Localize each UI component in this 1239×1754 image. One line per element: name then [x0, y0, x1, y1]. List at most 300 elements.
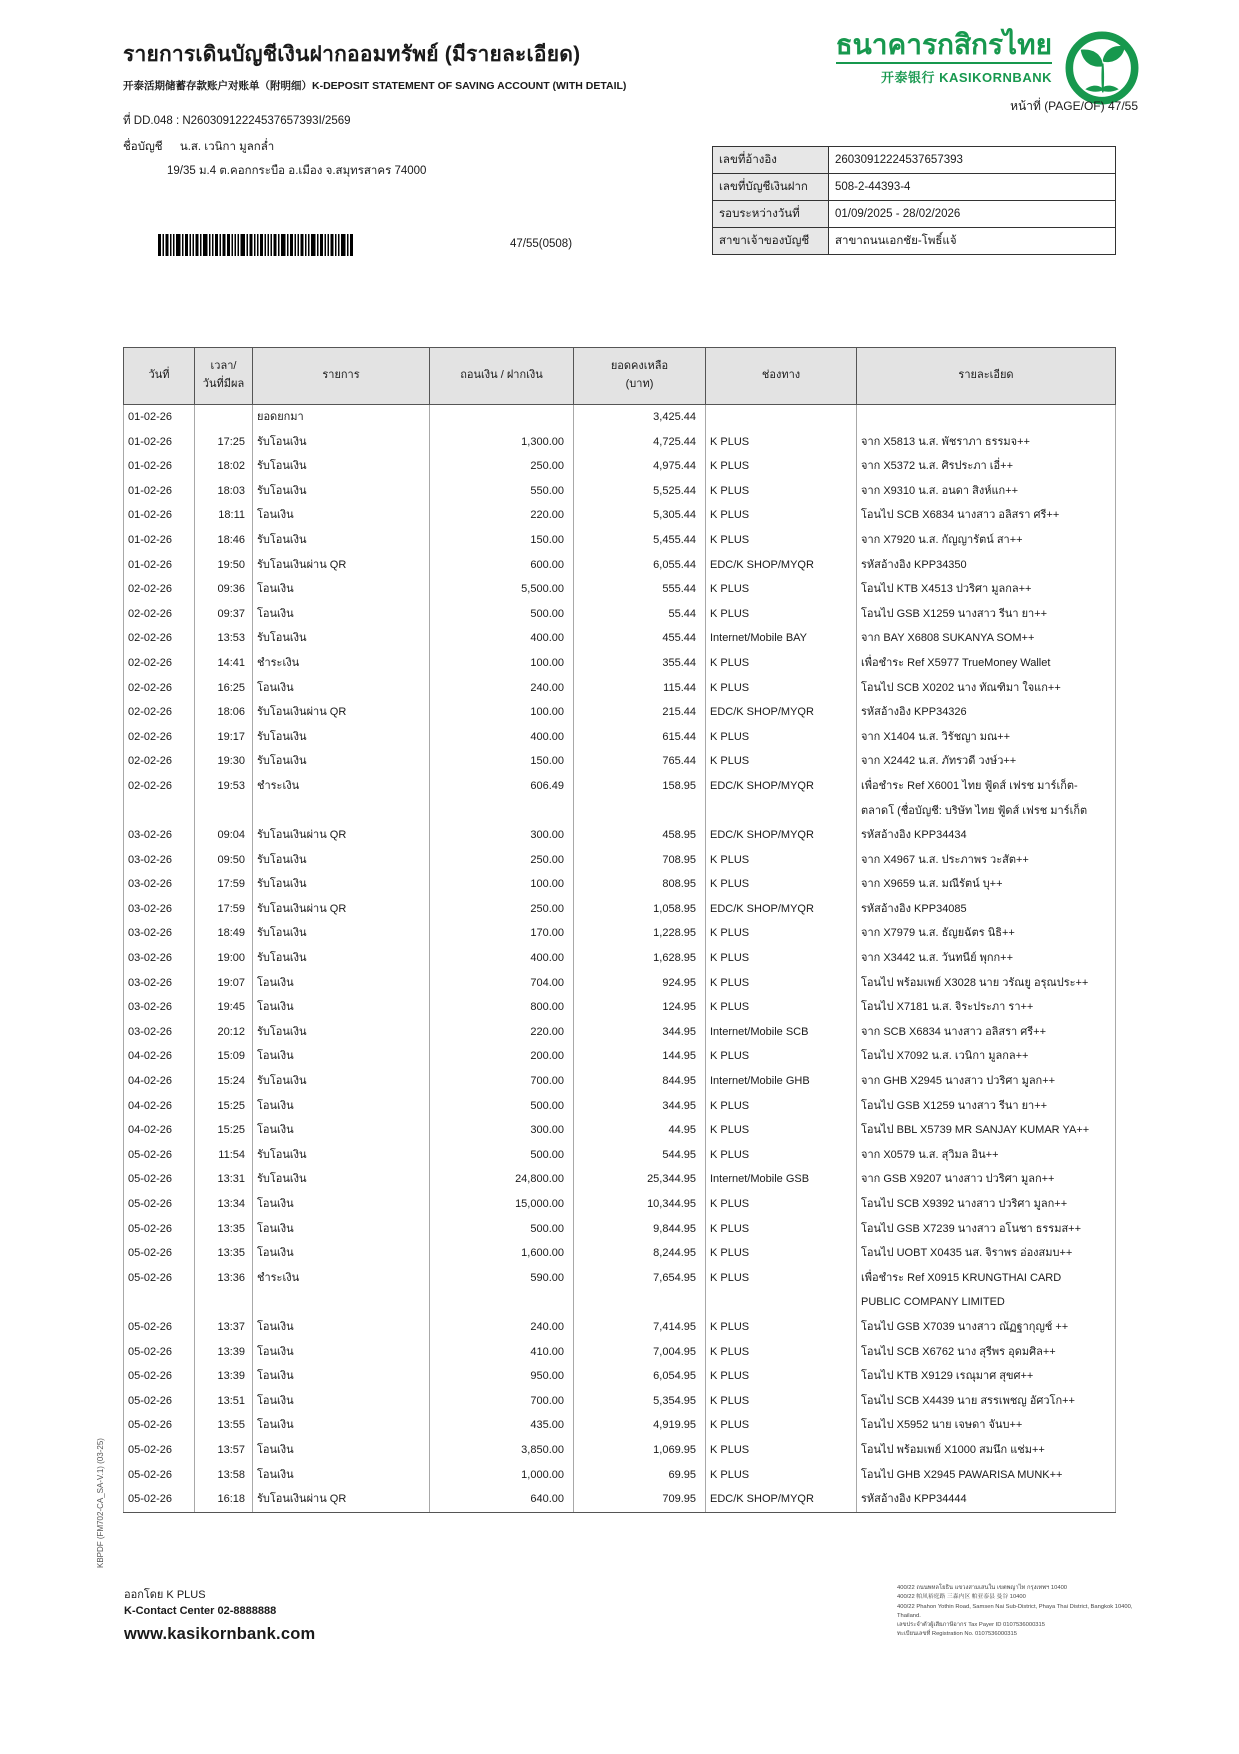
- txn-balance: 44.95: [574, 1118, 706, 1143]
- txn-date: 04-02-26: [124, 1044, 195, 1069]
- table-row: [124, 651, 1116, 676]
- txn-date: 05-02-26: [124, 1438, 195, 1463]
- txn-description: โอนเงิน: [253, 971, 430, 996]
- txn-detail: โอนไป UOBT X0435 นส. จิราพร อ่องสมบ++: [857, 1241, 1116, 1266]
- txn-amount: 3,850.00: [430, 1438, 574, 1463]
- txn-date: 03-02-26: [124, 921, 195, 946]
- txn-channel: EDC/K SHOP/MYQR: [706, 897, 857, 922]
- txn-date: 01-02-26: [124, 430, 195, 455]
- txn-date: 05-02-26: [124, 1413, 195, 1438]
- txn-time: 09:37: [195, 602, 253, 627]
- table-row: [124, 1094, 1116, 1119]
- txn-detail: โอนไป BBL X5739 MR SANJAY KUMAR YA++: [857, 1118, 1116, 1143]
- txn-description: โอนเงิน: [253, 1315, 430, 1340]
- txn-balance: 5,305.44: [574, 503, 706, 528]
- table-row: [124, 1487, 1116, 1512]
- transactions-table: [123, 347, 1116, 1513]
- txn-date: 05-02-26: [124, 1463, 195, 1488]
- txn-detail: จาก X5372 น.ส. ศิรประภา เอี่++: [857, 454, 1116, 479]
- txn-description: โอนเงิน: [253, 1438, 430, 1463]
- txn-detail: [857, 405, 1116, 430]
- txn-detail: จาก BAY X6808 SUKANYA SOM++: [857, 626, 1116, 651]
- col-header-balance: [574, 348, 706, 405]
- txn-description: รับโอนเงิน: [253, 479, 430, 504]
- txn-date: 03-02-26: [124, 1020, 195, 1045]
- txn-description: รับโอนเงิน: [253, 1069, 430, 1094]
- table-row: [124, 577, 1116, 602]
- txn-time: 13:39: [195, 1340, 253, 1365]
- txn-channel: K PLUS: [706, 848, 857, 873]
- txn-time: 13:35: [195, 1241, 253, 1266]
- col-header-time: [195, 348, 253, 405]
- txn-balance: 615.44: [574, 725, 706, 750]
- issued-by: ออกโดย K PLUS: [124, 1589, 206, 1601]
- txn-balance: 144.95: [574, 1044, 706, 1069]
- txn-date: 01-02-26: [124, 405, 195, 430]
- txn-amount: 800.00: [430, 995, 574, 1020]
- table-row: [124, 528, 1116, 553]
- table-row: [124, 897, 1116, 922]
- txn-balance: 8,244.95: [574, 1241, 706, 1266]
- col-header-date: วันที่: [124, 348, 195, 405]
- txn-description: โอนเงิน: [253, 1463, 430, 1488]
- txn-amount: 410.00: [430, 1340, 574, 1365]
- txn-date: 05-02-26: [124, 1192, 195, 1217]
- txn-amount: 1,600.00: [430, 1241, 574, 1266]
- txn-channel: EDC/K SHOP/MYQR: [706, 823, 857, 848]
- col-header-description: รายการ: [253, 348, 430, 405]
- txn-balance: 158.95: [574, 774, 706, 823]
- form-code-side-label: KBPDF (FM702-CA_SA-V.1) (03-25): [96, 1438, 105, 1568]
- txn-detail: โอนไป GSB X1259 นางสาว รีนา ยา++: [857, 1094, 1116, 1119]
- txn-balance: 3,425.44: [574, 405, 706, 430]
- txn-balance: 4,725.44: [574, 430, 706, 455]
- txn-description: โอนเงิน: [253, 1192, 430, 1217]
- txn-date: 05-02-26: [124, 1266, 195, 1315]
- txn-time: 19:50: [195, 553, 253, 578]
- txn-date: 04-02-26: [124, 1069, 195, 1094]
- txn-date: 02-02-26: [124, 725, 195, 750]
- info-row-branch: [713, 228, 1116, 255]
- txn-detail: เพื่อชำระ Ref X0915 KRUNGTHAI CARD PUBLIC COMPANY LIMITED: [857, 1266, 1116, 1315]
- txn-channel: K PLUS: [706, 479, 857, 504]
- table-row: [124, 774, 1116, 823]
- txn-balance: 455.44: [574, 626, 706, 651]
- txn-detail: จาก X3442 น.ส. วันทนีย์ พุกก++: [857, 946, 1116, 971]
- txn-time: 17:25: [195, 430, 253, 455]
- table-row: [124, 676, 1116, 701]
- table-row: [124, 971, 1116, 996]
- txn-date: 03-02-26: [124, 995, 195, 1020]
- table-row: [124, 700, 1116, 725]
- col-header-detail: รายละเอียด: [857, 348, 1116, 405]
- txn-date: 01-02-26: [124, 454, 195, 479]
- txn-detail: รหัสอ้างอิง KPP34434: [857, 823, 1116, 848]
- txn-channel: K PLUS: [706, 995, 857, 1020]
- txn-date: 01-02-26: [124, 479, 195, 504]
- txn-date: 01-02-26: [124, 528, 195, 553]
- txn-date: 02-02-26: [124, 577, 195, 602]
- table-row: [124, 1315, 1116, 1340]
- table-row: [124, 602, 1116, 627]
- table-row: [124, 479, 1116, 504]
- txn-amount: 150.00: [430, 528, 574, 553]
- txn-date: 02-02-26: [124, 700, 195, 725]
- txn-detail: โอนไป พร้อมเพย์ X3028 นาย วรัณยู อรุณประ++: [857, 971, 1116, 996]
- txn-channel: K PLUS: [706, 1143, 857, 1168]
- txn-balance: 844.95: [574, 1069, 706, 1094]
- txn-time: [195, 405, 253, 430]
- txn-date: 01-02-26: [124, 553, 195, 578]
- txn-balance: 344.95: [574, 1094, 706, 1119]
- txn-channel: K PLUS: [706, 971, 857, 996]
- txn-amount: 590.00: [430, 1266, 574, 1315]
- txn-channel: K PLUS: [706, 651, 857, 676]
- txn-balance: 6,055.44: [574, 553, 706, 578]
- txn-time: 18:06: [195, 700, 253, 725]
- txn-time: 19:53: [195, 774, 253, 823]
- txn-amount: 100.00: [430, 651, 574, 676]
- txn-time: 13:36: [195, 1266, 253, 1315]
- txn-description: โอนเงิน: [253, 1118, 430, 1143]
- footer-left-block: [124, 1588, 315, 1647]
- txn-channel: EDC/K SHOP/MYQR: [706, 1487, 857, 1512]
- table-row: [124, 1118, 1116, 1143]
- txn-amount: 250.00: [430, 454, 574, 479]
- txn-amount: 1,000.00: [430, 1463, 574, 1488]
- info-row-account-number: [713, 174, 1116, 201]
- txn-date: 05-02-26: [124, 1167, 195, 1192]
- txn-amount: 250.00: [430, 848, 574, 873]
- txn-balance: 4,975.44: [574, 454, 706, 479]
- statement-subtitle: 开泰活期储蓄存款账户对账单（附明细）K-DEPOSIT STATEMENT OF SAVING ACCOUNT (WITH DETAIL): [123, 80, 627, 92]
- info-label: เลขที่อ้างอิง: [713, 147, 829, 174]
- txn-date: 03-02-26: [124, 897, 195, 922]
- txn-balance: 1,069.95: [574, 1438, 706, 1463]
- txn-description: รับโอนเงิน: [253, 1143, 430, 1168]
- bank-names: [836, 30, 1052, 86]
- txn-time: 19:17: [195, 725, 253, 750]
- txn-channel: K PLUS: [706, 676, 857, 701]
- txn-date: 03-02-26: [124, 872, 195, 897]
- txn-date: 02-02-26: [124, 774, 195, 823]
- txn-description: รับโอนเงิน: [253, 454, 430, 479]
- txn-detail: จาก SCB X6834 นางสาว อลิสรา ศรี++: [857, 1020, 1116, 1045]
- table-row: [124, 749, 1116, 774]
- txn-amount: 640.00: [430, 1487, 574, 1512]
- txn-detail: โอนไป SCB X0202 นาง ทัณฑิมา ใจแก++: [857, 676, 1116, 701]
- txn-description: รับโอนเงิน: [253, 725, 430, 750]
- table-row: [124, 848, 1116, 873]
- txn-time: 15:25: [195, 1094, 253, 1119]
- statement-title: รายการเดินบัญชีเงินฝากออมทรัพย์ (มีรายละเอียด): [123, 43, 581, 66]
- table-row: [124, 1020, 1116, 1045]
- col-header-time-line1: เวลา/: [210, 360, 237, 373]
- txn-amount: 170.00: [430, 921, 574, 946]
- txn-amount: 500.00: [430, 1094, 574, 1119]
- table-row: [124, 1413, 1116, 1438]
- txn-time: 18:46: [195, 528, 253, 553]
- txn-amount: 400.00: [430, 725, 574, 750]
- table-header-row: [124, 348, 1116, 405]
- txn-balance: 709.95: [574, 1487, 706, 1512]
- txn-description: ชำระเงิน: [253, 1266, 430, 1315]
- bank-name-thai: ธนาคารกสิกรไทย: [835, 29, 1052, 60]
- account-address: 19/35 ม.4 ต.คอกกระบือ อ.เมือง จ.สมุทรสาคร 74000: [167, 165, 427, 177]
- txn-amount: 100.00: [430, 872, 574, 897]
- txn-balance: 6,054.95: [574, 1364, 706, 1389]
- txn-description: โอนเงิน: [253, 1364, 430, 1389]
- table-row: [124, 1340, 1116, 1365]
- txn-amount: 300.00: [430, 823, 574, 848]
- txn-description: โอนเงิน: [253, 1389, 430, 1414]
- txn-time: 15:25: [195, 1118, 253, 1143]
- txn-detail: จาก GSB X9207 นางสาว ปวริศา มูลก++: [857, 1167, 1116, 1192]
- txn-amount: 250.00: [430, 897, 574, 922]
- table-row: [124, 626, 1116, 651]
- txn-detail: จาก X7979 น.ส. ธัญยฉัตร นิธิ++: [857, 921, 1116, 946]
- txn-balance: 708.95: [574, 848, 706, 873]
- txn-description: โอนเงิน: [253, 995, 430, 1020]
- txn-time: 18:11: [195, 503, 253, 528]
- txn-amount: 500.00: [430, 1217, 574, 1242]
- txn-channel: K PLUS: [706, 872, 857, 897]
- txn-time: 18:03: [195, 479, 253, 504]
- txn-channel: Internet/Mobile GSB: [706, 1167, 857, 1192]
- table-row: [124, 1438, 1116, 1463]
- txn-amount: [430, 405, 574, 430]
- col-header-time-line2: วันที่มีผล: [202, 378, 245, 390]
- txn-channel: EDC/K SHOP/MYQR: [706, 774, 857, 823]
- txn-description: รับโอนเงิน: [253, 749, 430, 774]
- txn-channel: K PLUS: [706, 1340, 857, 1365]
- txn-channel: K PLUS: [706, 1192, 857, 1217]
- txn-channel: K PLUS: [706, 454, 857, 479]
- txn-time: 17:59: [195, 872, 253, 897]
- txn-detail: จาก X0579 น.ส. สุวิมล อิน++: [857, 1143, 1116, 1168]
- txn-balance: 544.95: [574, 1143, 706, 1168]
- bank-website: www.kasikornbank.com: [124, 1624, 316, 1643]
- info-label: เลขที่บัญชีเงินฝาก: [713, 174, 829, 201]
- txn-description: โอนเงิน: [253, 1413, 430, 1438]
- txn-channel: EDC/K SHOP/MYQR: [706, 553, 857, 578]
- txn-balance: 1,228.95: [574, 921, 706, 946]
- txn-description: รับโอนเงิน: [253, 430, 430, 455]
- txn-amount: 550.00: [430, 479, 574, 504]
- txn-date: 04-02-26: [124, 1094, 195, 1119]
- txn-balance: 69.95: [574, 1463, 706, 1488]
- txn-balance: 355.44: [574, 651, 706, 676]
- txn-balance: 10,344.95: [574, 1192, 706, 1217]
- txn-time: 13:31: [195, 1167, 253, 1192]
- fine-print-line: 400/22 ถนนพหลโยธิน แขวงสามเสนใน เขตพญาไท กรุงเทพฯ 10400: [897, 1585, 1068, 1591]
- txn-balance: 924.95: [574, 971, 706, 996]
- col-header-amount: ถอนเงิน / ฝากเงิน: [430, 348, 574, 405]
- txn-date: 04-02-26: [124, 1118, 195, 1143]
- table-row: [124, 553, 1116, 578]
- txn-description: รับโอนเงินผ่าน QR: [253, 897, 430, 922]
- txn-channel: Internet/Mobile GHB: [706, 1069, 857, 1094]
- account-name: น.ส. เวนิกา มูลกล่ำ: [179, 141, 275, 153]
- txn-description: โอนเงิน: [253, 1340, 430, 1365]
- txn-channel: K PLUS: [706, 921, 857, 946]
- table-row: [124, 725, 1116, 750]
- txn-detail: โอนไป X7181 น.ส. จิระประภา รา++: [857, 995, 1116, 1020]
- txn-channel: K PLUS: [706, 1044, 857, 1069]
- info-label: รอบระหว่างวันที่: [713, 201, 829, 228]
- txn-balance: 458.95: [574, 823, 706, 848]
- txn-detail: โอนไป GSB X7239 นางสาว อโนชา ธรรมส++: [857, 1217, 1116, 1242]
- txn-channel: [706, 405, 857, 430]
- txn-balance: 115.44: [574, 676, 706, 701]
- info-value: 01/09/2025 - 28/02/2026: [829, 201, 1116, 228]
- txn-description: โอนเงิน: [253, 602, 430, 627]
- txn-amount: 300.00: [430, 1118, 574, 1143]
- fine-print-line: ทะเบียนเลขที่ Registration No. 0107536000315: [897, 1631, 1017, 1638]
- txn-date: 05-02-26: [124, 1315, 195, 1340]
- txn-channel: K PLUS: [706, 1266, 857, 1315]
- table-row: [124, 921, 1116, 946]
- table-row: [124, 946, 1116, 971]
- txn-time: 14:41: [195, 651, 253, 676]
- account-name-line: [123, 138, 274, 156]
- txn-amount: 240.00: [430, 676, 574, 701]
- txn-detail: จาก X9310 น.ส. อนดา สิงห์แก++: [857, 479, 1116, 504]
- txn-detail: โอนไป GSB X1259 นางสาว รีนา ยา++: [857, 602, 1116, 627]
- txn-balance: 5,354.95: [574, 1389, 706, 1414]
- txn-amount: 500.00: [430, 1143, 574, 1168]
- txn-balance: 1,058.95: [574, 897, 706, 922]
- table-row: [124, 1167, 1116, 1192]
- txn-time: 09:04: [195, 823, 253, 848]
- txn-date: 03-02-26: [124, 823, 195, 848]
- col-header-balance-line2: (บาท): [625, 378, 654, 390]
- txn-balance: 4,919.95: [574, 1413, 706, 1438]
- txn-date: 05-02-26: [124, 1389, 195, 1414]
- bank-name-intl: 开泰银行 KASIKORNBANK: [836, 62, 1052, 86]
- txn-detail: โอนไป GHB X2945 PAWARISA MUNK++: [857, 1463, 1116, 1488]
- txn-date: 02-02-26: [124, 626, 195, 651]
- col-header-channel: ช่องทาง: [706, 348, 857, 405]
- txn-detail: จาก GHB X2945 นางสาว ปวริศา มูลก++: [857, 1069, 1116, 1094]
- txn-date: 03-02-26: [124, 971, 195, 996]
- info-row-reference: [713, 147, 1116, 174]
- table-row: [124, 503, 1116, 528]
- txn-balance: 1,628.95: [574, 946, 706, 971]
- txn-detail: จาก X7920 น.ส. กัญญารัตน์ สา++: [857, 528, 1116, 553]
- txn-description: โอนเงิน: [253, 676, 430, 701]
- txn-date: 05-02-26: [124, 1487, 195, 1512]
- txn-channel: K PLUS: [706, 1315, 857, 1340]
- txn-time: 18:49: [195, 921, 253, 946]
- txn-channel: EDC/K SHOP/MYQR: [706, 700, 857, 725]
- txn-amount: 606.49: [430, 774, 574, 823]
- barcode: [158, 234, 388, 261]
- table-row: [124, 872, 1116, 897]
- txn-channel: K PLUS: [706, 1389, 857, 1414]
- txn-balance: 5,525.44: [574, 479, 706, 504]
- txn-balance: 808.95: [574, 872, 706, 897]
- txn-detail: จาก X1404 น.ส. วิรัชญา มณ++: [857, 725, 1116, 750]
- txn-channel: K PLUS: [706, 1463, 857, 1488]
- fine-print-line: 400/22 Phahon Yothin Road, Samsen Nai Sub-District, Phaya Thai District, Bangkok 10400, Thailand.: [897, 1603, 1133, 1619]
- contact-center: K-Contact Center 02-8888888: [124, 1604, 277, 1617]
- txn-amount: 150.00: [430, 749, 574, 774]
- txn-amount: 500.00: [430, 602, 574, 627]
- txn-balance: 555.44: [574, 577, 706, 602]
- txn-amount: 240.00: [430, 1315, 574, 1340]
- barcode-caption: 47/55(0508): [510, 238, 573, 250]
- txn-channel: K PLUS: [706, 749, 857, 774]
- col-header-balance-line1: ยอดคงเหลือ: [610, 360, 669, 373]
- txn-amount: 1,300.00: [430, 430, 574, 455]
- txn-description: รับโอนเงินผ่าน QR: [253, 553, 430, 578]
- txn-detail: โอนไป KTB X4513 ปวริศา มูลกล++: [857, 577, 1116, 602]
- txn-time: 19:45: [195, 995, 253, 1020]
- txn-amount: 435.00: [430, 1413, 574, 1438]
- txn-date: 02-02-26: [124, 602, 195, 627]
- txn-amount: 220.00: [430, 1020, 574, 1045]
- txn-time: 13:58: [195, 1463, 253, 1488]
- txn-description: ชำระเงิน: [253, 651, 430, 676]
- txn-time: 09:36: [195, 577, 253, 602]
- txn-description: ชำระเงิน: [253, 774, 430, 823]
- txn-time: 11:54: [195, 1143, 253, 1168]
- txn-description: รับโอนเงิน: [253, 626, 430, 651]
- txn-amount: 400.00: [430, 946, 574, 971]
- account-info-table: [712, 146, 1116, 255]
- txn-detail: เพื่อชำระ Ref X6001 ไทย ฟู้ดส์ เฟรช มาร์เก็ต- ตลาดโ (ชื่อบัญชี: บริษัท ไทย ฟู้ดส์ เฟรช มาร์เก็ต: [857, 774, 1116, 823]
- txn-detail: โอนไป SCB X9392 นางสาว ปวริศา มูลก++: [857, 1192, 1116, 1217]
- txn-time: 18:02: [195, 454, 253, 479]
- txn-balance: 25,344.95: [574, 1167, 706, 1192]
- table-row: [124, 1463, 1116, 1488]
- info-value: สาขาถนนเอกชัย-โพธิ์แจ้: [829, 228, 1116, 255]
- table-row: [124, 1241, 1116, 1266]
- txn-date: 01-02-26: [124, 503, 195, 528]
- txn-detail: โอนไป SCB X6762 นาง สุรีพร อุดมศิล++: [857, 1340, 1116, 1365]
- txn-date: 05-02-26: [124, 1340, 195, 1365]
- txn-time: 13:53: [195, 626, 253, 651]
- fine-print-line: 400/22 帕凤裕庭路 三森内区 帕亚泰县 曼谷 10400: [897, 1594, 1026, 1601]
- txn-time: 19:00: [195, 946, 253, 971]
- table-row: [124, 1143, 1116, 1168]
- txn-description: รับโอนเงิน: [253, 1020, 430, 1045]
- table-row: [124, 1266, 1116, 1315]
- txn-detail: โอนไป X7092 น.ส. เวนิกา มูลกล++: [857, 1044, 1116, 1069]
- info-row-period: [713, 201, 1116, 228]
- txn-amount: 15,000.00: [430, 1192, 574, 1217]
- txn-detail: จาก X5813 น.ส. พัชราภา ธรรมจ++: [857, 430, 1116, 455]
- txn-amount: 24,800.00: [430, 1167, 574, 1192]
- table-row: [124, 1044, 1116, 1069]
- table-row: [124, 405, 1116, 430]
- txn-description: โอนเงิน: [253, 1241, 430, 1266]
- txn-detail: โอนไป X5952 นาย เจษดา จันบ++: [857, 1413, 1116, 1438]
- txn-detail: โอนไป SCB X6834 นางสาว อลิสรา ศรี++: [857, 503, 1116, 528]
- txn-balance: 5,455.44: [574, 528, 706, 553]
- txn-channel: K PLUS: [706, 1241, 857, 1266]
- txn-balance: 7,414.95: [574, 1315, 706, 1340]
- kasikornbank-sprout-logo-icon: [1064, 30, 1140, 106]
- txn-channel: K PLUS: [706, 1413, 857, 1438]
- info-label: สาขาเจ้าของบัญชี: [713, 228, 829, 255]
- txn-description: รับโอนเงิน: [253, 848, 430, 873]
- txn-balance: 765.44: [574, 749, 706, 774]
- txn-balance: 7,004.95: [574, 1340, 706, 1365]
- txn-channel: K PLUS: [706, 528, 857, 553]
- txn-balance: 9,844.95: [574, 1217, 706, 1242]
